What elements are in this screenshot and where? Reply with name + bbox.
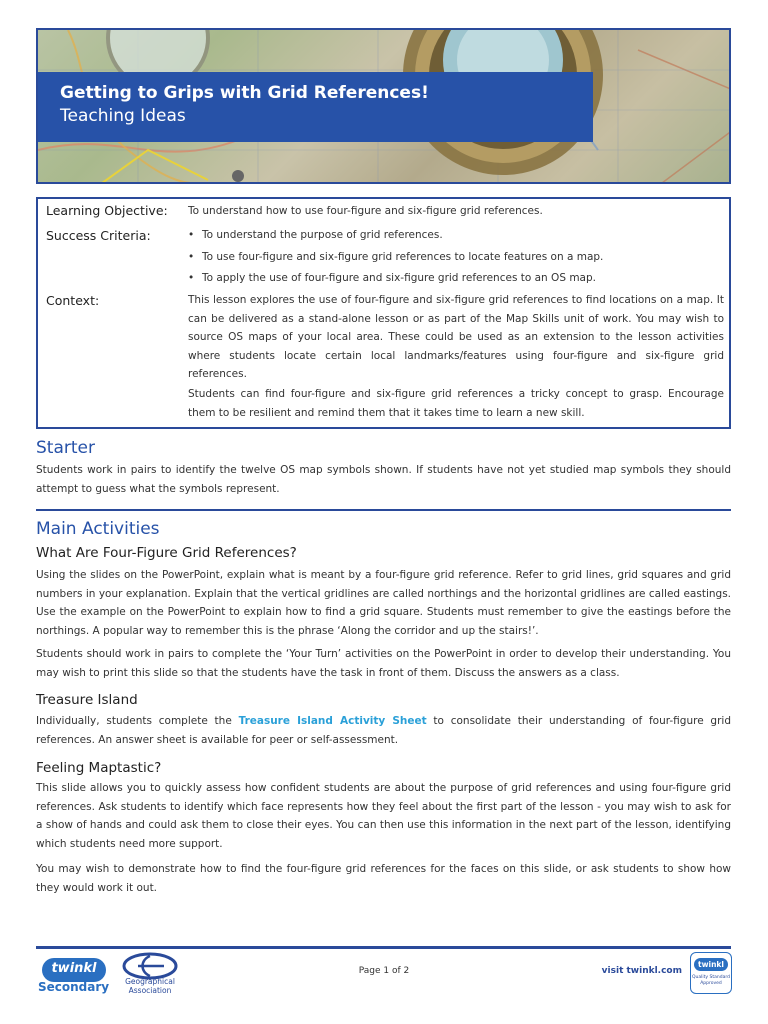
learning-objective-text: To understand how to use four-figure and six-figure grid references. (188, 205, 543, 217)
context-paragraph-2: Students can find four-figure and six-figure grid references a tricky concept to grasp. Encourage them to be resilient and remind them that it takes time to learn a new skill. (188, 388, 724, 419)
list-item: • To apply the use of four-figure and six-figure grid references to an OS map. (188, 268, 724, 290)
banner-title-box (38, 72, 593, 142)
geographical-association-logo (120, 952, 180, 998)
four-figure-heading: What Are Four-Figure Grid References? (36, 545, 297, 561)
header-banner (36, 28, 731, 184)
quality-standard-badge (690, 952, 732, 994)
success-criteria-label: Success Criteria: (46, 228, 151, 243)
footer-divider (36, 946, 731, 949)
visit-twinkl-link[interactable]: visit twinkl.com (601, 966, 682, 976)
maptastic-paragraph-2: You may wish to demonstrate how to find the four-figure grid references for the faces on this slide, or ask students to show how they would work it out. (36, 863, 731, 894)
objectives-box (36, 197, 731, 429)
context-label: Context: (46, 293, 100, 308)
twinkl-secondary-logo (38, 958, 112, 996)
maptastic-paragraph-1: This slide allows you to quickly assess how confident students are about the purpose of grid references and using four-figure grid references. Ask students to identify which face represents how they feel about the first part of the lesson - you may wish to ask for a show of hands and could ask them to close their eyes. You can then use this information in the next part of the lesson, identifying which students need more support. (36, 782, 731, 850)
section-divider (36, 509, 731, 511)
secondary-logo-text: Secondary (38, 980, 110, 994)
treasure-island-activity-sheet-link[interactable]: Treasure Island Activity Sheet (238, 715, 427, 727)
twinkl-logo-text: twinkl (51, 961, 97, 976)
ga-emblem-icon (120, 952, 180, 980)
badge-twinkl-text: twinkl (694, 958, 728, 971)
page-title: Getting to Grips with Grid References! (60, 83, 429, 103)
starter-heading: Starter (36, 438, 95, 458)
learning-objective-label: Learning Objective: (46, 203, 168, 218)
four-figure-paragraph-2: Students should work in pairs to complete the ‘Your Turn’ activities on the PowerPoint in order to develop their understanding. You may wish to print this slide so that the students have the task in front of them. Discuss the answers as a class. (36, 648, 731, 679)
context-paragraph-1: This lesson explores the use of four-figure and six-figure grid references to find locations on a map. It can be delivered as a stand-alone lesson or as part of the Map Skills unit of work. You may wish to source OS maps of your local area. These could be used as an extension to the lesson activities where students locate certain local landmarks/features using four-figure and six-figure grid references. (188, 294, 724, 380)
treasure-text-after: to consolidate their understanding of four-figure grid references. An answer sheet is available for peer or self-assessment. (36, 715, 731, 746)
main-activities-heading: Main Activities (36, 519, 160, 539)
starter-text: Students work in pairs to identify the twelve OS map symbols shown. If students have not yet studied map symbols they should attempt to guess what the symbols represent. (36, 464, 731, 495)
four-figure-paragraph-1: Using the slides on the PowerPoint, explain what is meant by a four-figure grid reference. Refer to grid lines, grid squares and grid numbers in your explanation. Explain that the vertical gridlines are called northings and the horizontal gridlines are called eastings. Use the example on the PowerPoint to explain how to find a grid square. Students must remember to give the eastings before the northings. A popular way to remember this is the phrase ‘Along the corridor and up the stairs!’. (36, 569, 731, 637)
treasure-island-heading: Treasure Island (36, 692, 138, 708)
ga-logo-text: Geographical Association (125, 977, 175, 995)
list-item: • To understand the purpose of grid references. (188, 225, 724, 247)
treasure-text-before: Individually, students complete the (36, 715, 239, 727)
badge-caption: Quality Standard Approved (692, 975, 730, 986)
page-subtitle: Teaching Ideas (60, 106, 186, 126)
list-item: • To use four-figure and six-figure grid references to locate features on a map. (188, 247, 724, 269)
feeling-maptastic-heading: Feeling Maptastic? (36, 760, 162, 776)
treasure-island-text (36, 712, 731, 749)
success-criteria-list (188, 225, 724, 290)
page-number: Page 1 of 2 (358, 966, 410, 976)
